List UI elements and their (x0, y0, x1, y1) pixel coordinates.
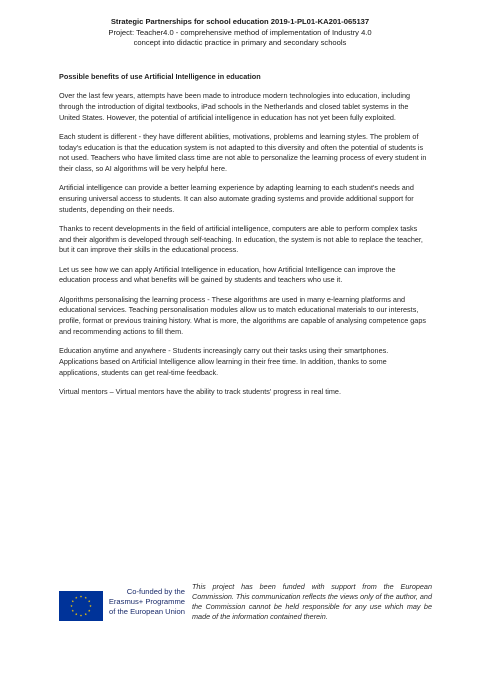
paragraph: Virtual mentors – Virtual mentors have the ability to track students' progress in real time. (59, 386, 341, 396)
eu-flag-icon (59, 591, 103, 621)
paragraph: Algorithms personalising the learning process - These algorithms are used in many e-learning platforms and educational services. Teaching personalisation modules allow us to match educational materials to our interests, profile, format or previous training history. What is more, the algorithms are capable of analysing competence gaps and recommending actions to fill them. (59, 294, 426, 336)
paragraph: Over the last few years, attempts have been made to introduce modern technologies into education, including through the introduction of digital textbooks, iPad schools in the Netherlands and closed tablet systems in the United States. However, the potential of artificial intelligence in education has not yet been fully exploited. (59, 91, 411, 122)
paragraph: Let us see how we can apply Artificial Intelligence in education, how Artificial Intelligence can improve the education process and what benefits will be gained by students and teachers who use it. (59, 264, 396, 285)
paragraph: Each student is different - they have different abilities, motivations, problems and learning styles. The problem of today's education is that the education system is not adapted to this diversity and often the potential of students is not used. Teachers who have limited class time are not able to personalize the learning process of every student in their class, so AI algorithms will be very helpful here. (59, 131, 427, 174)
paragraph: Thanks to recent developments in the field of artificial intelligence, computers are able to perform complex tasks and their algorithm is developed through self-teaching. In education, the system is not able to replace the teacher, but it can improve their skills in the educational process. (59, 224, 423, 255)
section-heading: Possible benefits of use Artificial Intelligence in education (59, 72, 261, 81)
cofund-line-1: Co-funded by the (126, 587, 185, 596)
header-project-line-1: Project: Teacher4.0 - comprehensive method of implementation of Industry 4.0 (108, 27, 372, 37)
paragraph: Artificial intelligence can provide a better learning experience by adapting learning to each student's needs and ensuring universal access to students. It can also automate grading systems and provide additional support for students, depending on their needs. (59, 183, 414, 214)
header-title: Strategic Partnerships for school education 2019-1-PL01-KA201-065137 (110, 17, 370, 26)
paragraph: Education anytime and anywhere - Students increasingly carry out their tasks using their smartphones. Applications based on Artificial Intelligence allow learning in their free time. In addition, thanks to some applications, students can get real-time feedback. (59, 346, 389, 377)
page-header (40, 17, 440, 49)
page-footer (0, 578, 480, 638)
cofund-label (107, 587, 185, 616)
cofund-line-2: Erasmus+ Programme (108, 596, 185, 606)
document-body (59, 72, 428, 406)
cofund-line-3: of the European Union (109, 606, 185, 616)
disclaimer-text: This project has been funded with support from the European Commission. This communication reflects the views only of the author, and the Commission cannot be held responsible for any use which may be made of the information contained therein. (192, 582, 432, 621)
header-project-line-2: concept into didactic practice in primary and secondary schools (133, 38, 347, 48)
